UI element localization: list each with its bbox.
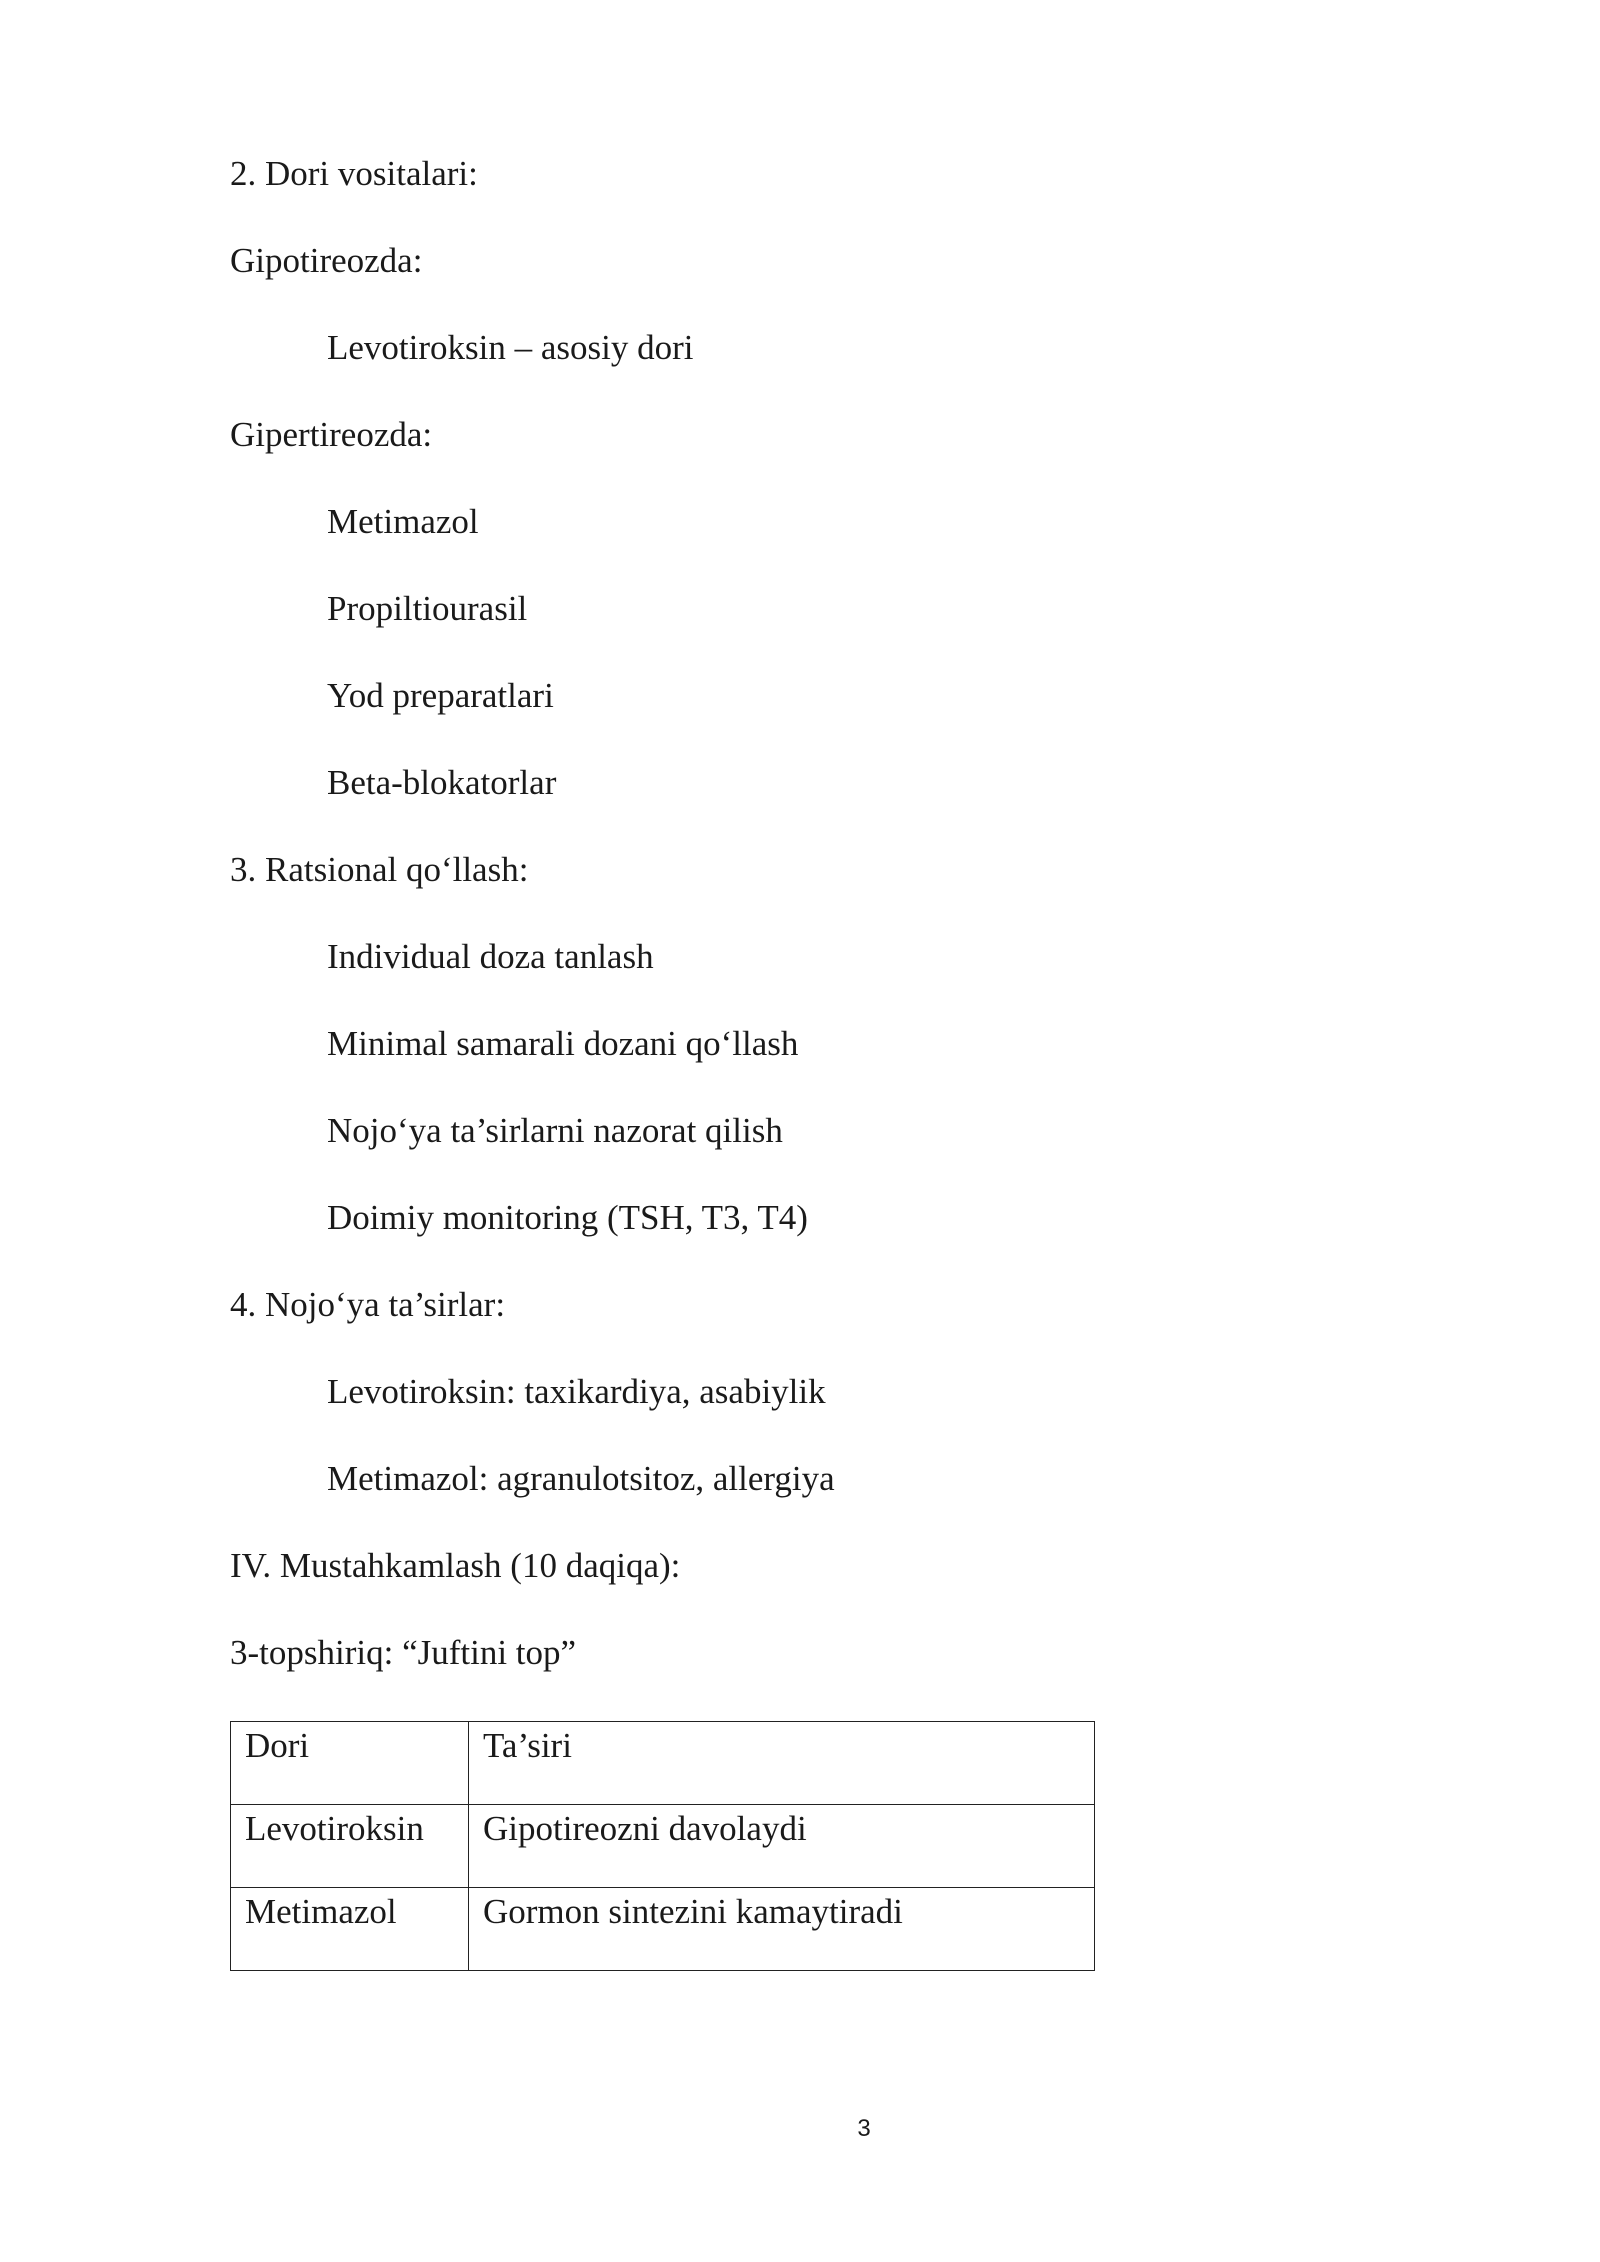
subheading-gipertireozda: Gipertireozda: <box>230 415 433 454</box>
subheading-gipotireozda: Gipotireozda: <box>230 241 423 280</box>
list-item: Minimal samarali dozani qo‘llash <box>327 1024 799 1063</box>
list-item: Metimazol <box>327 502 479 541</box>
list-item: Metimazol: agranulotsitoz, allergiya <box>327 1459 835 1498</box>
table-cell: Ta’siri <box>469 1722 1095 1805</box>
table-cell: Levotiroksin <box>231 1805 469 1888</box>
list-item: Doimiy monitoring (TSH, T3, T4) <box>327 1198 808 1237</box>
table-row <box>231 1805 1095 1888</box>
list-item: Nojo‘ya ta’sirlarni nazorat qilish <box>327 1111 783 1150</box>
table-row <box>231 1888 1095 1971</box>
list-item: Beta-blokatorlar <box>327 763 557 802</box>
task-heading: 3-topshiriq: “Juftini top” <box>230 1633 577 1672</box>
list-item: Yod preparatlari <box>327 676 554 715</box>
section-heading-ratsional-qollash: 3. Ratsional qo‘llash: <box>230 850 529 889</box>
list-item: Individual doza tanlash <box>327 937 654 976</box>
list-item: Levotiroksin – asosiy dori <box>327 328 694 367</box>
page-number: 3 <box>857 2115 871 2142</box>
matching-table <box>230 1721 1095 1971</box>
table-header-row <box>231 1722 1095 1805</box>
list-item: Levotiroksin: taxikardiya, asabiylik <box>327 1372 826 1411</box>
section-heading-nojoya-tasirlar: 4. Nojo‘ya ta’sirlar: <box>230 1285 506 1324</box>
table-cell: Gipotireozni davolaydi <box>469 1805 1095 1888</box>
table-cell: Gormon sintezini kamaytiradi <box>469 1888 1095 1971</box>
section-heading-dori-vositalari: 2. Dori vositalari: <box>230 154 478 193</box>
section-heading-mustahkamlash: IV. Mustahkamlash (10 daqiqa): <box>230 1546 681 1585</box>
table-cell: Metimazol <box>231 1888 469 1971</box>
list-item: Propiltiourasil <box>327 589 528 628</box>
table-cell: Dori <box>231 1722 469 1805</box>
